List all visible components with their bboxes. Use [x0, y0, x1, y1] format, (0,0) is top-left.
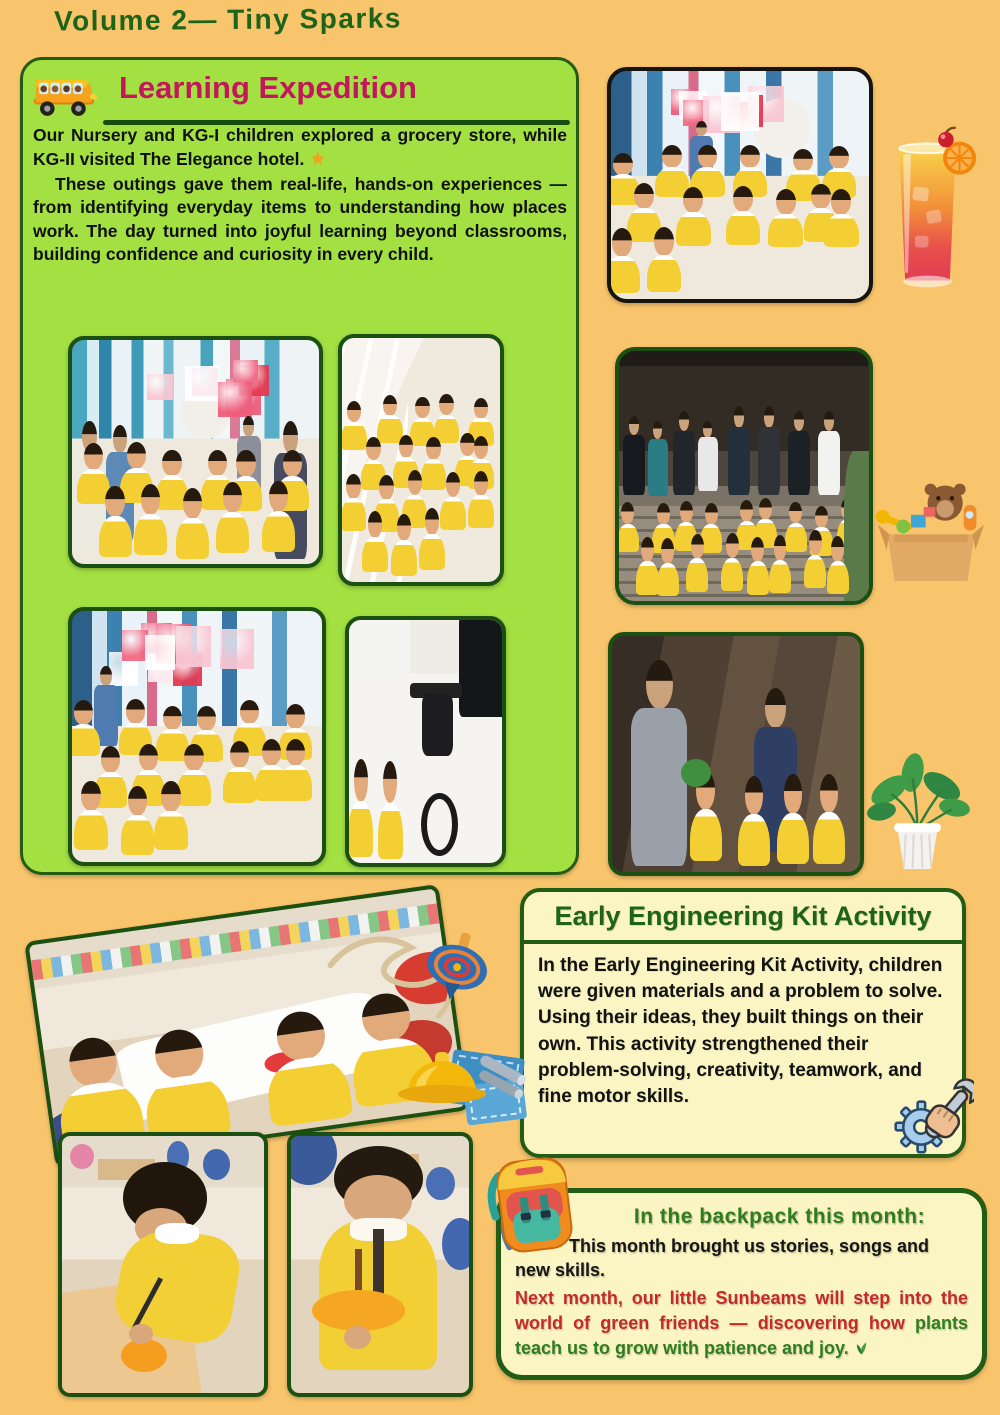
- child-figure: [777, 774, 809, 863]
- school-bus-icon: [31, 65, 101, 119]
- child-figure: [99, 486, 132, 557]
- child-figure: [827, 536, 849, 594]
- wall-cabinet-blob: [346, 616, 410, 678]
- blue-bag-blob: [287, 1132, 337, 1185]
- bike-front-wheel: [421, 793, 458, 856]
- wrench-gear-icon: [894, 1076, 974, 1156]
- balloon-blob: [192, 368, 218, 396]
- child-figure: [216, 482, 249, 553]
- page-title: Volume 2— Tiny Sparks: [53, 2, 403, 37]
- child-figure: [647, 227, 681, 292]
- adult-figure: [647, 421, 670, 496]
- adult-figure: [697, 421, 720, 491]
- child-figure: [419, 508, 444, 569]
- adult-figure: [672, 411, 697, 496]
- child-hand: [129, 1324, 153, 1345]
- child-figure: [636, 537, 658, 595]
- child-figure: [804, 530, 826, 588]
- photo-kids-on-stairs: [338, 334, 504, 586]
- section-title-early-engineering: Early Engineering Kit Activity: [524, 892, 962, 944]
- bike-body: [422, 693, 453, 756]
- balloon-blob: [147, 374, 173, 401]
- star-icon: ★: [309, 149, 327, 171]
- photo-store-group-top: [607, 67, 873, 303]
- child-figure: [769, 535, 791, 593]
- adult-figure: [727, 406, 752, 496]
- child-figure: [262, 481, 295, 552]
- paragraph-outings: [33, 124, 567, 173]
- child-figure: [686, 534, 708, 592]
- paragraph-outings-text: Our Nursery and KG-I children explored a grocery store, while KG-II visited The Elegance hotel.: [33, 125, 567, 170]
- child-figure: [607, 228, 640, 293]
- child-figure: [348, 759, 372, 856]
- herb-leaf-icon: [854, 1340, 869, 1356]
- spinning-top-illustration: [322, 922, 494, 1030]
- child-figure: [176, 488, 209, 559]
- balloon-blob: [145, 635, 175, 670]
- child-figure: [468, 471, 493, 528]
- section-title-backpack: In the backpack this month:: [633, 1205, 926, 1228]
- adult-figure: [757, 406, 782, 496]
- child-figure: [223, 741, 256, 803]
- child-figure: [824, 189, 858, 247]
- adult-figure: [622, 416, 647, 496]
- child-figure: [74, 781, 107, 850]
- photo-plant-gifting: [608, 632, 864, 876]
- adult-figure: [817, 411, 842, 496]
- child-figure: [391, 514, 416, 575]
- child-figure: [121, 786, 154, 855]
- backpack-line2: [501, 1283, 982, 1362]
- photo-child-writing: [58, 1132, 268, 1397]
- blue-chair-blob: [426, 1167, 454, 1200]
- child-figure: [279, 739, 312, 801]
- early-engineering-text: In the Early Engineering Kit Activity, children were given materials and a problem to solve. Using their ideas, they built things on their own. This activity strengthened their problem-solving, creativity, teamwork, and fine motor skills.: [538, 955, 943, 1108]
- toy-box-illustration: [870, 466, 992, 588]
- balloon-blob: [220, 629, 254, 669]
- child-figure: [676, 187, 710, 245]
- section-title-learning-expedition: Learning Expedition: [119, 70, 417, 105]
- child-figure: [154, 781, 187, 850]
- paper-top-disc: [312, 1290, 405, 1331]
- backpack-line1: This month brought us stories, songs and new skills.: [515, 1236, 930, 1281]
- child-figure: [657, 538, 679, 596]
- balloon-blob: [721, 92, 759, 131]
- blue-chair-blob: [203, 1149, 229, 1180]
- pink-bag-blob: [70, 1144, 94, 1170]
- child-figure: [813, 774, 845, 863]
- child-figure: [738, 776, 770, 865]
- hard-hat-blueprint-illustration: [396, 1028, 528, 1128]
- child-figure: [136, 1024, 233, 1145]
- photo-store-group-balloons: [68, 607, 326, 866]
- child-figure: [726, 186, 760, 244]
- balloon-blob: [218, 382, 252, 417]
- potted-plant-illustration: [862, 750, 974, 874]
- balloon-blob: [176, 626, 211, 667]
- photo-child-with-paper-top: [287, 1132, 473, 1397]
- child-figure: [134, 484, 167, 555]
- photo-hotel-steps-group: [615, 347, 873, 605]
- child-figure: [362, 511, 387, 572]
- adult-figure: [787, 411, 812, 496]
- photo-child-on-bicycle: [345, 616, 506, 867]
- child-figure: [378, 761, 402, 858]
- dark-figure-blob: [459, 616, 505, 717]
- child-figure: [721, 533, 743, 591]
- learning-expedition-section: [20, 57, 579, 875]
- gift-plant-blob: [681, 759, 711, 787]
- child-figure: [747, 537, 769, 595]
- paragraph-experiences: These outings gave them real-life, hands-on experiences — from identifying everyday items to understanding how places work. The day turned into joyful learning beyond classrooms, building confidence and curiosity in every child.: [33, 173, 567, 265]
- backpack-line2-red: Next month, our little Sunbeams will step into the world of green friends — discovering how: [515, 1287, 968, 1333]
- backpack-line2-green: plants teach us to grow with patience and joy.: [515, 1312, 968, 1358]
- cocktail-drink-illustration: [876, 126, 978, 298]
- shirt-collar: [155, 1223, 199, 1244]
- adult-figure: [627, 660, 691, 868]
- backpack-icon: [486, 1150, 582, 1260]
- child-figure: [768, 189, 802, 247]
- intro-text: [33, 124, 567, 267]
- blue-chair-blob: [442, 1218, 473, 1269]
- photo-grocery-store-group: [68, 336, 323, 568]
